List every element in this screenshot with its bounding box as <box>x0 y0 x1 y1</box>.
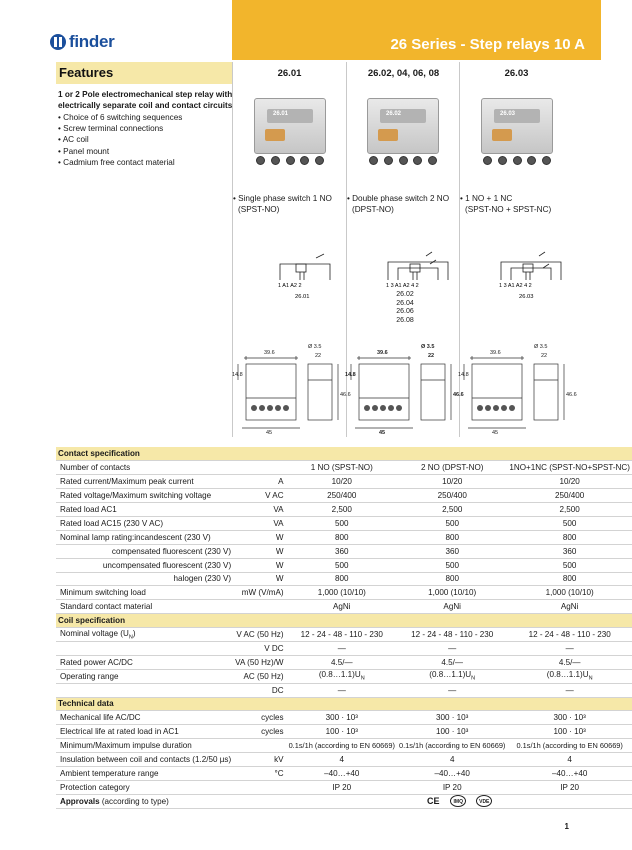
feature-item: • Panel mount <box>58 146 234 157</box>
feature-item: • Cadmium free contact material <box>58 157 234 168</box>
finder-logo-icon <box>50 34 66 50</box>
features-list <box>58 112 234 168</box>
table-row: Nominal voltage $(U_N)$ V AC (50 Hz) 12 - 24 - 48 - 110 - 230 12 - 24 - 48 - 110 - 230 12 - 24 - 48 - 110 - 230 <box>56 628 632 642</box>
dimension-hole: Ø 3.5 <box>534 344 548 350</box>
brand-name: finder <box>69 32 115 51</box>
dimension-height: 46.6 <box>453 392 464 398</box>
switch-description-26-03: • 1 NO + 1 NC (SPST-NO + SPST-NC) <box>460 194 552 214</box>
table-row: Mechanical life AC/DC cycles 300 · 10³ 300 · 10³ 300 · 10³ <box>56 711 632 725</box>
column-title-26-01: 26.01 <box>277 68 302 79</box>
table-row: Rated load AC1 VA 2,500 2,500 2,500 <box>56 503 632 517</box>
approvals-row: Approvals (according to type) CE IMQ VDE <box>56 794 632 808</box>
dimension-depth: 22 <box>541 353 548 359</box>
dimension-side: 14.8 <box>458 372 469 378</box>
dimension-height: 46.6 <box>340 392 351 398</box>
section-header-technical: Technical data <box>56 697 632 711</box>
imq-mark-icon: IMQ <box>450 795 466 807</box>
terminal-labels: 1 3 A1 A2 4 2 <box>499 283 532 289</box>
product-photo-26-01 <box>248 92 332 170</box>
dimension-depth: 22 <box>428 353 435 359</box>
table-row: Protection category IP 20 IP 20 IP 20 <box>56 780 632 794</box>
section-header-coil: Coil specification <box>56 614 632 628</box>
title-banner <box>232 0 601 60</box>
table-row: Number of contacts 1 NO (SPST-NO) 2 NO (DPST-NO) 1NO+1NC (SPST-NO+SPST-NC) <box>56 461 632 475</box>
dimension-side: 14.8 <box>232 372 243 378</box>
table-row: Insulation between coil and contacts (1.2/50 µs) kV 4 4 4 <box>56 753 632 767</box>
switch-description-26-01: • Single phase switch 1 NO (SPST-NO) <box>233 194 332 214</box>
schematic-code: 26.03 <box>519 294 534 300</box>
relay-housing <box>367 98 439 154</box>
ce-mark-icon: CE <box>426 796 440 807</box>
table-row: Minimum/Maximum impulse duration 0.1s/1h (according to EN 60669) 0.1s/1h (according to EN 60669) 0.1s/1h (according to EN 60669) <box>56 739 632 753</box>
table-row: Electrical life at rated load in AC1 cycles 100 · 10³ 100 · 10³ 100 · 10³ <box>56 725 632 739</box>
table-row: uncompensated fluorescent (230 V) W 500 500 500 <box>56 558 632 572</box>
relay-label: 26.03 <box>500 111 516 117</box>
dimension-depth: 22 <box>315 353 322 359</box>
table-row: Operating range AC (50 Hz) $(0.8\dots 1.1)U_N$ $(0.8\dots 1.1)U_N$ $(0.8\dots 1.1)U_N$ <box>56 669 632 683</box>
dimension-side: 14.8 <box>345 372 356 378</box>
table-row: halogen (230 V) W 800 800 800 <box>56 572 632 586</box>
relay-terminals <box>483 156 551 166</box>
features-title: Features <box>59 65 114 80</box>
dimension-hole: Ø 3.5 <box>308 344 322 350</box>
table-row: Rated voltage/Maximum switching voltage V AC 250/400 250/400 250/400 <box>56 489 632 503</box>
table-row: Minimum switching load mW (V/mA) 1,000 (10/10) 1,000 (10/10) 1,000 (10/10) <box>56 586 632 600</box>
table-row: Rated current/Maximum peak current A 10/20 10/20 10/20 <box>56 475 632 489</box>
dimension-width-bottom: 45 <box>492 430 499 436</box>
dimension-drawing-26-02 <box>345 340 463 435</box>
table-row: compensated fluorescent (230 V) W 360 360 360 <box>56 544 632 558</box>
specification-table <box>56 447 632 809</box>
relay-terminals <box>369 156 437 166</box>
product-photo-26-02 <box>361 92 445 170</box>
vde-mark-icon: VDE <box>476 795 492 807</box>
dimension-drawing-26-03 <box>458 340 576 435</box>
table-row: Ambient temperature range °C –40…+40 –40…+40 –40…+40 <box>56 766 632 780</box>
features-description: 1 or 2 Pole electromechanical step relay with electrically separate coil and contact circuits <box>58 90 233 110</box>
table-row: Rated load AC15 (230 V AC) VA 500 500 500 <box>56 516 632 530</box>
relay-housing <box>481 98 553 154</box>
dimension-height: 46.6 <box>566 392 577 398</box>
table-row: V DC — — — <box>56 641 632 655</box>
relay-label: 26.01 <box>273 111 289 117</box>
feature-item: • AC coil <box>58 134 234 145</box>
dimension-width: 39.6 <box>377 350 388 356</box>
switch-description-26-02: • Double phase switch 2 NO (DPST-NO) <box>347 194 450 214</box>
page-header <box>0 0 601 60</box>
column-title-26-03: 26.03 <box>504 68 529 79</box>
section-header-contact: Contact specification <box>56 447 632 461</box>
schematic-codes-26-02: 26.02 26.04 26.06 26.08 <box>396 291 414 324</box>
relay-terminals <box>256 156 324 166</box>
table-row: Nominal lamp rating:incandescent (230 V) W 800 800 800 <box>56 530 632 544</box>
logo-area <box>0 0 232 60</box>
table-row: DC — — — <box>56 683 632 697</box>
relay-label: 26.02 <box>386 111 402 117</box>
dimension-width-bottom: 45 <box>379 430 386 436</box>
product-photo-26-03 <box>475 92 559 170</box>
dimension-width-bottom: 45 <box>266 430 273 436</box>
approval-marks <box>426 795 492 807</box>
finder-logo <box>50 32 114 52</box>
feature-item: • Screw terminal connections <box>58 123 234 134</box>
terminal-labels: 1 A1 A2 2 <box>278 283 302 289</box>
page-title: 26 Series - Step relays 10 A <box>390 36 585 53</box>
table-row: Standard contact material AgNi AgNi AgNi <box>56 600 632 614</box>
table-row: Rated power AC/DC VA (50 Hz)/W 4.5/— 4.5/— 4.5/— <box>56 655 632 669</box>
dimension-drawing-26-01 <box>232 340 350 435</box>
page-number: 1 <box>564 822 569 831</box>
terminal-labels: 1 3 A1 A2 4 2 <box>386 283 419 289</box>
wiring-schematic-26-03 <box>475 250 587 330</box>
column-title-26-02: 26.02, 04, 06, 08 <box>367 68 440 79</box>
relay-housing <box>254 98 326 154</box>
dimension-width: 39.6 <box>264 350 275 356</box>
dimension-width: 39.6 <box>490 350 501 356</box>
schematic-code: 26.01 <box>295 294 310 300</box>
dimension-hole: Ø 3.5 <box>421 344 435 350</box>
wiring-schematic-26-01 <box>250 250 362 330</box>
feature-item: • Choice of 6 switching sequences <box>58 112 234 123</box>
